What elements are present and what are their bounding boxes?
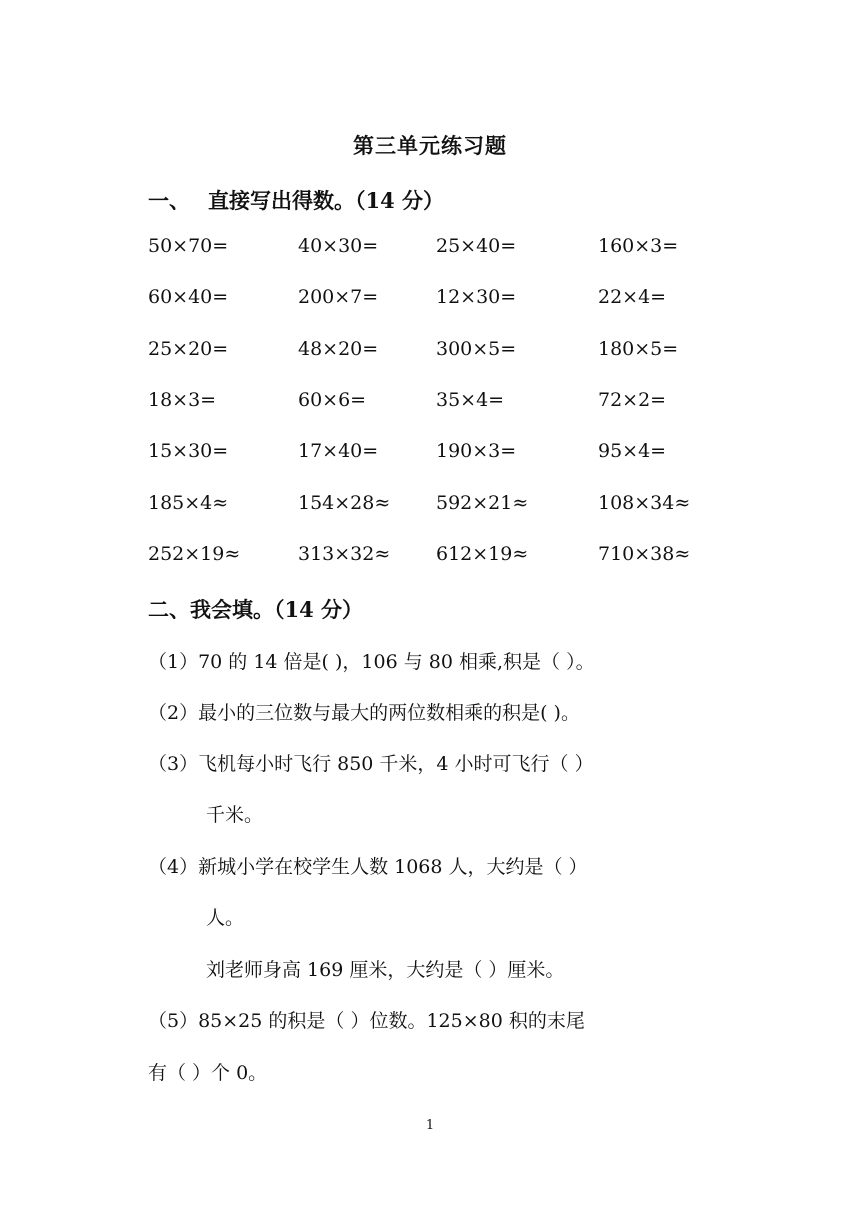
calc-row-1: [0, 235, 860, 265]
calc-item: 108×34≈: [598, 492, 691, 514]
calc-item: 18×3=: [148, 389, 217, 411]
fill-question-5: （5）85×25 的积是（ ）位数。125×80 积的末尾: [148, 1010, 585, 1032]
calc-item: 60×40=: [148, 286, 229, 308]
section-2-heading: 二、我会填。（14 分）: [148, 597, 364, 622]
fill-question-3: （3）飞机每小时飞行 850 千米，4 小时可飞行（ ）: [148, 753, 594, 775]
calc-item: 72×2=: [598, 389, 667, 411]
calc-item: 25×40=: [436, 235, 517, 257]
calc-item: 252×19≈: [148, 543, 241, 565]
calc-item: 48×20=: [298, 338, 379, 360]
calc-item: 25×20=: [148, 338, 229, 360]
calc-row-6: [0, 492, 860, 522]
calc-row-5: [0, 440, 860, 470]
calc-item: 154×28≈: [298, 492, 391, 514]
calc-item: 15×30=: [148, 440, 229, 462]
section-1-heading: [148, 185, 444, 215]
calc-row-7: [0, 543, 860, 573]
fill-question-3-cont: 千米。: [206, 804, 264, 826]
calc-item: 185×4≈: [148, 492, 229, 514]
calc-item: 313×32≈: [298, 543, 391, 565]
calc-item: 95×4=: [598, 440, 667, 462]
calc-item: 12×30=: [436, 286, 517, 308]
page-title: 第三单元练习题: [353, 133, 507, 158]
calc-item: 22×4=: [598, 286, 667, 308]
calc-item: 180×5=: [598, 338, 679, 360]
fill-question-2: （2）最小的三位数与最大的两位数相乘的积是( )。: [148, 702, 580, 724]
section-1-title: 直接写出得数。（14 分）: [208, 188, 445, 213]
calc-item: 710×38≈: [598, 543, 691, 565]
page-number: 1: [425, 1118, 435, 1133]
calc-item: 35×4=: [436, 389, 505, 411]
fill-question-1: （1）70 的 14 倍是( )，106 与 80 相乘,积是（ ）。: [148, 651, 595, 673]
section-1-number: 一、: [148, 188, 190, 213]
fill-question-5-cont: 有（ ）个 0。: [148, 1062, 268, 1084]
calc-row-3: [0, 338, 860, 368]
calc-item: 160×3=: [598, 235, 679, 257]
calc-item: 40×30=: [298, 235, 379, 257]
calc-item: 60×6=: [298, 389, 367, 411]
calc-row-4: [0, 389, 860, 419]
fill-question-4-cont: 人。: [206, 907, 245, 929]
calc-item: 200×7=: [298, 286, 379, 308]
calc-row-2: [0, 286, 860, 316]
fill-question-4: （4）新城小学在校学生人数 1068 人，大约是（ ）: [148, 856, 588, 878]
calc-item: 50×70=: [148, 235, 229, 257]
calc-item: 592×21≈: [436, 492, 529, 514]
calc-item: 612×19≈: [436, 543, 529, 565]
calc-item: 17×40=: [298, 440, 379, 462]
fill-question-4b: 刘老师身高 169 厘米，大约是（ ）厘米。: [206, 959, 565, 981]
calc-item: 300×5=: [436, 338, 517, 360]
calc-item: 190×3=: [436, 440, 517, 462]
